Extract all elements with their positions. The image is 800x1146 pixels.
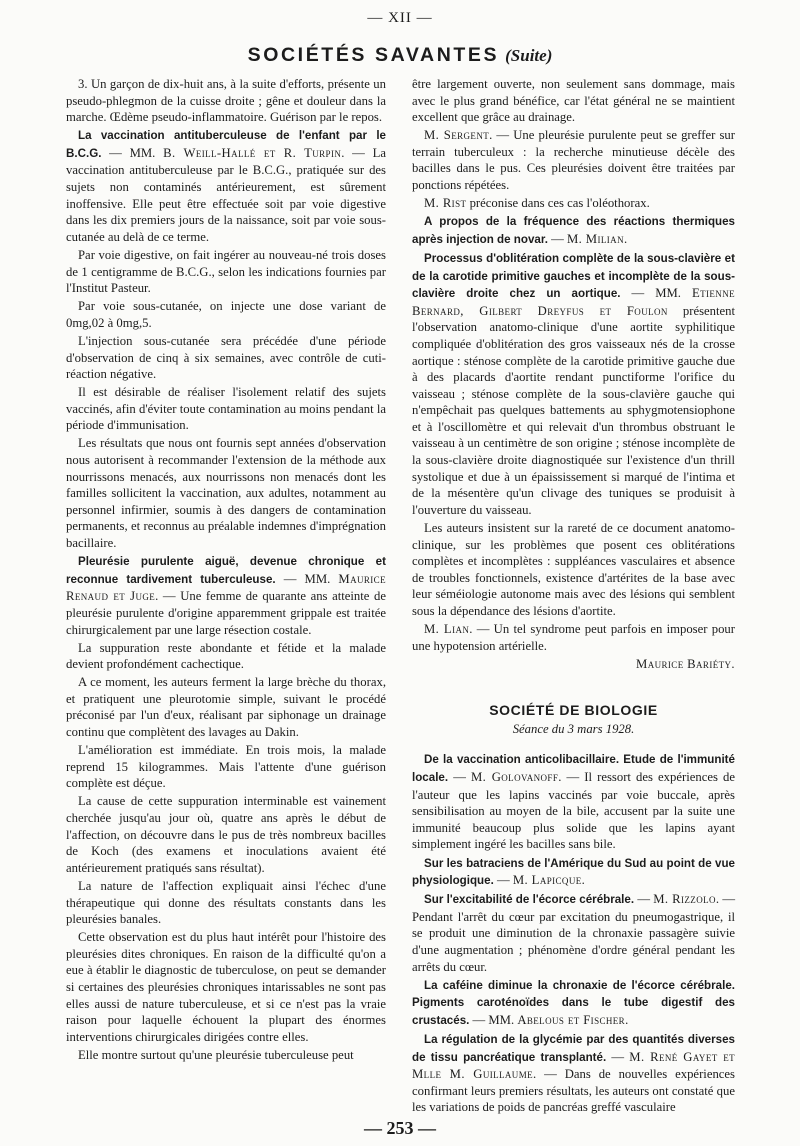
paragraph: être largement ouverte, non seulement sans dommage, mais avec le plus grand bénéfice, car l'état général ne se maintient excellent que grâce au drainage. xyxy=(412,77,735,125)
communication-text: . — Une femme de quarante ans atteinte de pleurésie purulente d'origine apparemment grippale est traitée chirurgicalement par une large résection costale. xyxy=(66,589,386,637)
paragraph: Elle montre surtout qu'une pleurésie tuberculeuse peut xyxy=(78,1047,354,1062)
paragraph xyxy=(66,553,386,638)
paragraph: Les résultats que nous ont fournis sept années d'observation nous autorisent à recommander l'extension de la méthode aux nourrissons menacés, aux nourrissons non menacés dont les familles sollicitent la vaccination, aux adultes, notamment au personnel infirmier, soumis à des dangers de contamination permanents, et reconnus au préalable indemnes d'imprégnation bacillaire. xyxy=(66,436,386,551)
communication-text: . — Dans de nouvelles expériences confirmant leurs premiers résultats, les auteurs ont constaté que les variations de poids de pancréas greffé vasculaire xyxy=(412,1067,735,1115)
paragraph: Les auteurs insistent sur la rareté de ce document anatomo-clinique, sur les problèmes que posent ces oblitérations complètes et incomplètes : suppléances vasculaires et absence de troubles fonctionnels, existence d'artérites de la base avec leur séméiologie autonome mais avec des lésions qui semblent sous la dépendance des lésions d'aortite. xyxy=(412,520,735,618)
communication-heading: La caféine diminue la chronaxie de l'écorce cérébrale. Pigments caroténoïdes dans le tube digestif des crustacés. xyxy=(412,978,735,1027)
page-folio: — 253 — xyxy=(364,1118,436,1138)
section-banner xyxy=(0,44,800,67)
section-suite: (Suite) xyxy=(505,46,553,65)
society-title: SOCIÉTÉ DE BIOLOGIE xyxy=(489,702,658,719)
period: . xyxy=(623,231,628,246)
paragraph xyxy=(412,213,735,248)
author-names: M. Lian xyxy=(424,622,470,636)
paragraph xyxy=(412,977,735,1030)
right-column xyxy=(412,76,735,1117)
paragraph xyxy=(412,250,735,519)
author-names: Etienne Bernard, Gilbert Dreyfus et Foulon xyxy=(412,286,735,318)
page-number-roman: — XII — xyxy=(367,10,433,26)
separator: — xyxy=(493,873,513,888)
paragraph: L'injection sous-cutanée sera précédée d'une période d'observation de cinq à six semaines, avec contrôle de cuti-réaction négative. xyxy=(66,333,386,382)
paragraph: Il est désirable de réaliser l'isolement relatif des sujets vaccinés, afin d'éviter toute contamination au moins pendant la période d'immunisation. xyxy=(66,385,386,433)
section-title: SOCIÉTÉS SAVANTES xyxy=(247,44,500,66)
paragraph xyxy=(412,195,735,212)
communication-heading: A propos de la fréquence des réactions thermiques après injection de novar. xyxy=(412,215,735,246)
separator: — xyxy=(634,892,654,907)
paragraph xyxy=(412,1031,735,1116)
communication-heading: Sur les batraciens de l'Amérique du Sud au point de vue physiologique. xyxy=(412,856,735,888)
paragraph: La suppuration reste abondante et fétide et la malade devient profondément cachectique. xyxy=(66,640,386,672)
paragraph xyxy=(412,855,735,890)
paragraph: La nature de l'affection expliquait ainsi l'échec d'une thérapeutique qui donne des résultats constants dans les pleurésies banales. xyxy=(66,878,386,927)
separator: — MM. xyxy=(275,571,339,586)
paragraph: Par voie sous-cutanée, on injecte une dose variant de 0mg,02 à 0mg,5. xyxy=(66,299,386,330)
period: . xyxy=(625,1012,629,1027)
author-names: Abelous et Fischer xyxy=(517,1012,626,1027)
communication-heading: La vaccination antituberculeuse de l'enfant par le B.C.G. xyxy=(66,129,386,160)
paragraph: Par voie digestive, on fait ingérer au nouveau-né trois doses de 1 centigramme de B.C.G., selon les indications fournies par l'Institut Pasteur. xyxy=(66,247,386,296)
separator: — xyxy=(448,770,471,785)
communication-text: . — Une pleurésie purulente peut se greffer sur terrain tuberculeux : la recherche minutieuse décèle des bacilles dans le pus. Ces pleurésies doivent être traitées par ponctions répétées. xyxy=(412,128,735,193)
communication-heading: De la vaccination anticolibacillaire. Etude de l'immunité locale. xyxy=(412,753,735,785)
author-names: M. Golovanoff xyxy=(470,770,559,785)
communication-text: . — La vaccination antituberculeuse par le B.C.G., pratiquée sur des sujets non contaminés antérieurement, est sûrement inoffensive. Elle peut être effectuée soit par voie digestive dans les dix premiers jours de la naissance, soit par voie sous-cutanée au delà de ce terme. xyxy=(66,145,386,244)
paragraph xyxy=(66,127,386,245)
author-names: M. Rist xyxy=(424,196,467,211)
signature: Maurice Bariéty. xyxy=(636,656,735,671)
paragraph xyxy=(412,127,735,193)
communication-heading: La régulation de la glycémie par des quantités diverses de tissu pancréatique transplanté. xyxy=(412,1032,735,1064)
separator: — MM. xyxy=(469,1012,518,1027)
communication-text: . — Un tel syndrome peut parfois en imposer pour une hypotension artérielle. xyxy=(412,622,735,653)
author-names: M. Milian xyxy=(566,231,624,246)
paragraph: Cette observation est du plus haut intérêt pour l'histoire des pleurésies dites chroniques. En raison de la difficulté qu'on a eue à établir le diagnostic de tuberculose, on peut se demander si certaines des pleurésies chroniques intarissables ne sont pas elles aussi de nature tuberculeuse, et si ce n'est pas la vraie raison pour laquelle échouent la plupart des énormes interventions chirurgicales dirigées contre elles. xyxy=(66,930,386,1044)
separator: — xyxy=(606,1049,630,1064)
author-names: M. René Gayet et Mlle M. Guillaume xyxy=(412,1049,735,1082)
paragraph: A ce moment, les auteurs ferment la large brèche du thorax, et pratiquent une pleurotomie simple, suivant le procédé préconisé par l'un d'eux, réalisant par siphonage un drainage continu que complètent des lavages au Dakin. xyxy=(66,675,386,740)
communication-heading: Sur l'excitabilité de l'écorce cérébrale. xyxy=(424,893,635,907)
communication-text: . — Il ressort des expériences de l'auteur que les lapins vaccinés par voie buccale, après sensibilisation au moyen de la bile, accusent par la suite une immunité beaucoup plus solide que les lapins ayant simplement ingéré les bacilles sans bile. xyxy=(412,770,735,852)
paragraph: L'amélioration est immédiate. En trois mois, la malade reprend 15 kilogrammes. Mais l'attente d'une guérison complète est déçue. xyxy=(66,743,386,791)
communication-heading: Pleurésie purulente aiguë, devenue chronique et reconnue tardivement tuberculeuse. xyxy=(66,555,386,586)
paragraph xyxy=(412,891,735,975)
author-names: Maurice Renaud et Juge xyxy=(66,571,386,604)
communication-text: . — Pendant l'arrêt du cœur par excitation du pneumogastrique, il se produit une diminution de la chronaxie passagère suivie d'une augmentation ; phénomène d'ordre général pendant les arrêts du cœur. xyxy=(412,892,736,974)
session-date: Séance du 3 mars 1928. xyxy=(512,721,635,736)
period: . xyxy=(581,873,585,888)
author-names: M. Sergent xyxy=(424,128,490,143)
communication-heading: Processus d'oblitération complète de la sous-clavière et de la carotide primitive gauches et incomplète de la sous-clavière droite chez un aortique. xyxy=(412,251,735,301)
separator: — MM. xyxy=(620,286,692,301)
paragraph: La cause de cette suppuration interminable est vainement cherchée jusqu'au jour où, quatre ans après le début de l'affection, on découvre dans le pus de très nombreux bacilles de Koch (des examens et inoculations avaient été antérieurement pratiqués sans résultat). xyxy=(66,794,386,875)
author-names: M. Lapicque xyxy=(512,873,582,888)
left-column xyxy=(66,76,386,1065)
paragraph: 3. Un garçon de dix-huit ans, à la suite d'efforts, présente un pseudo-phlegmon de la cuisse droite ; gêne et douleur dans la marche. Œdème pseudo-inflammatoire. Guérison par le repos. xyxy=(66,77,386,125)
author-names: B. Weill-Hallé et R. Turpin xyxy=(163,145,342,160)
author-names: M. Rizzolo xyxy=(653,892,716,907)
communication-text: présentent l'observation anatomo-clinique d'une aortite syphilitique compliquée d'oblitération des gros vaisseaux nés de la crosse aortique : sténose complète de la carotide primitive gauche due à des placards d'aortite rendant punctiforme l'orifice du vaisseau ; sténose complète de la sous-clavière gauche qui n'empêchait pas quelques battements au sphygmotensiophone et à l'oscillomètre et qui relevait d'un thrombus obstruant le vaisseau à un centimètre de son origine ; sténose incomplète de la sous-clavière droite diagnostiquée sur l'existence d'un thrill systolique et due à un épaississement si marqué de l'intima et de la mésentère qu'un clivage des tuniques se produisit à l'ouverture du vaisseau. xyxy=(412,303,736,517)
paragraph xyxy=(412,621,735,654)
communication-text: préconise dans ces cas l'oléothorax. xyxy=(466,196,650,211)
paragraph xyxy=(412,751,735,853)
separator: — MM. xyxy=(101,145,164,160)
separator: — xyxy=(547,231,567,246)
